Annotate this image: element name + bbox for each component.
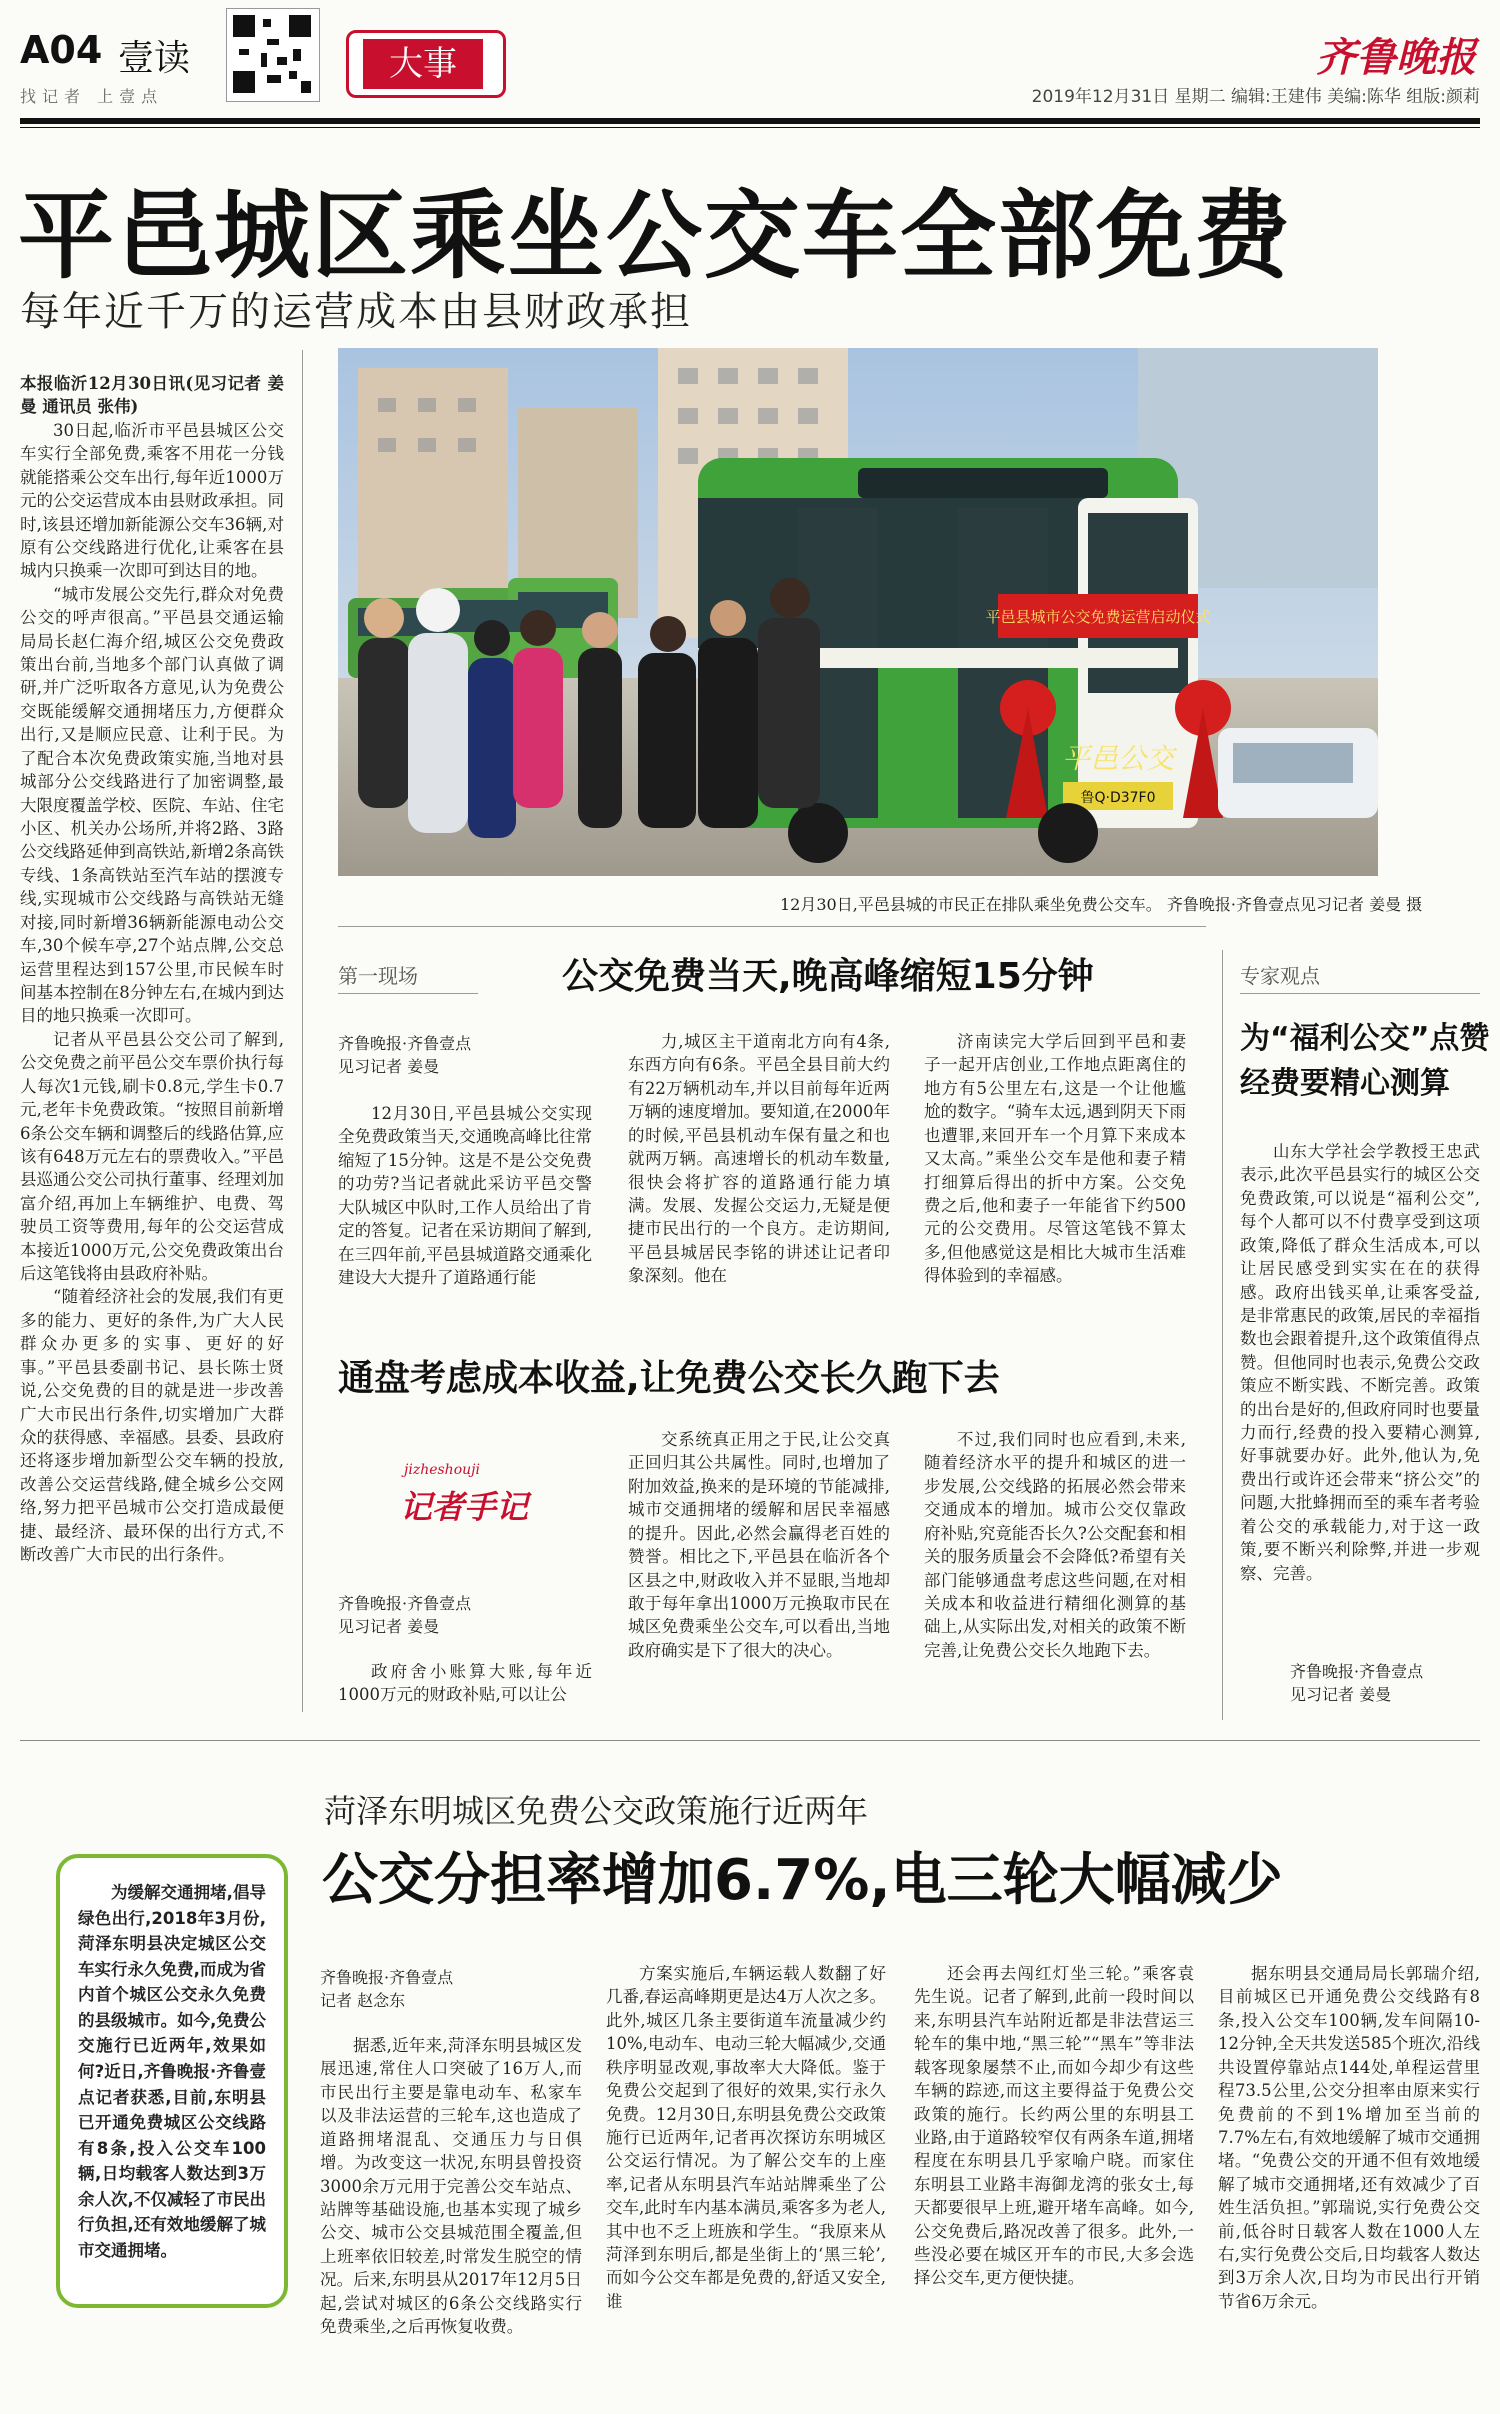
lead-paragraph: “城市发展公交先行,群众对免费公交的呼声很高。”平邑县交通运输局局长赵仁海介绍,城区公交免费政策出台前,当地多个部门认真做了调研,并广泛听取各方意见,认为免费公交既能缓解交通拥堵压力,方便群众出行,又是顺应民意、让利于民。为了配合本次免费政策实施,当地对县城部分公交线路进行了加密调整,最大限度覆盖学校、医院、车站、住宅小区、机关办公场所,并将2路、3路公交线路延伸到高铁站,新增2条高铁专线、1条高铁站至汽车站的摆渡专线,实现城市公交线路与高铁站无缝对接,同时新增36辆新能源电动公交车,30个候车亭,27个站点牌,公交总运营里程达到157公里,市民候车时间基本控制在8分钟左右,在城内到达目的地只换乘一次即可。 <box>20 584 284 1026</box>
bus-logo-text: 平邑公交 <box>1061 742 1175 775</box>
notebook-title: 通盘考虑成本收益,让免费公交长久跑下去 <box>338 1358 1000 1399</box>
article-text: 12月30日,平邑县城公交实现全免费政策当天,交通晚高峰比往常缩短了15分钟。这是不是公交免费的功劳?当记者就此采访平邑交警大队城区中队时,工作人员给出了肯定的答复。记者在采访期间了解到,在三四年前,平邑县城道路交通乘化建设大大提升了道路通行能 <box>338 1104 592 1287</box>
opinion-text: 山东大学社会学教授王忠武表示,此次平邑县实行的城区公交免费政策,可以说是“福利公交”,每个人都可以不付费享受到这项政策,降低了群众生活成本,可以让居民感受到实实在在的获得感。政府出钱买单,让乘客受益,是非常惠民的政策,居民的幸福指数也会跟着提升,这个政策值得点赞。但他同时也表示,免费公交政策应不断实践、不断完善。政策的出台是好的,但政府同时也要量力而行,经费的投入要精心测算,好事就要办好。此外,他认为,免费出行或许还会带来“挤公交”的问题,大批蜂拥而至的乘车者考验着公交的承载能力,对于这一政策,要不断兴利除弊,并进一步观察、完善。 <box>1240 1142 1480 1583</box>
article-text: 还会再去闯红灯坐三轮。”乘客袁先生说。记者了解到,此前一段时间以来,东明县汽车站附近都是非法营运三轮车的集中地,“黑三轮”“黑车”等非法载客现象屡禁不止,而如今却少有这些车辆的踪迹,而这主要得益于免费公交政策的施行。长约两公里的东明县工业路,由于道路较窄仅有两条车道,拥堵程度在东明县几乎家喻户晓。而家住东明县工业路丰海御龙湾的张女士,每天都要很早上班,避开堵车高峰。如今,公交免费后,路况改善了很多。此外,一些没必要在城区开车的市民,大多会选择公交车,更方便快捷。 <box>914 1964 1194 2288</box>
section-title: 公交免费当天,晚高峰缩短15分钟 <box>562 956 1094 997</box>
byline-name: 见习记者 姜曼 <box>1290 1685 1392 1705</box>
section-kicker: 第一现场 <box>338 960 478 994</box>
article-column <box>628 1030 890 1314</box>
bottom-kicker: 菏泽东明城区免费公交政策施行近两年 <box>324 1792 869 1830</box>
article-text: 据悉,近年来,菏泽东明县城区发展迅速,常住人口突破了16万人,而市民出行主要是靠电动车、私家车以及非法运营的三轮车,这也造成了道路拥堵混乱、交通压力与日俱增。为改变这一状况,东明县曾投资3000余万元用于完善公交车站点、站牌等基础设施,也基本实现了城乡公交、城市公交县城范围全覆盖,但上班率依旧较差,时常发生脱空的情况。后来,东明县从2017年12月5日起,尝试对城区的6条公交线路实行免费乘坐,之后再恢复收费。 <box>320 2036 582 2337</box>
article-text: 力,城区主干道南北方向有4条,东西方向有6条。平邑全县目前大约有22万辆机动车,并以目前每年近两万辆的速度增加。要知道,在2000年的时候,平邑县机动车保有量之和也就两万辆。高速增长的机动车数量,很快会将扩容的道路通行能力填满。发展、发握公交运力,无疑是便捷市民出行的一个良方。走访期间,平邑县城居民李铭的讲述让记者印象深刻。他在 <box>628 1032 890 1286</box>
article-column <box>628 1428 890 1712</box>
byline-org: 齐鲁晚报·齐鲁壹点 <box>338 1034 472 1053</box>
summary-box <box>56 1854 288 2308</box>
notebook-byline <box>338 1592 588 1638</box>
column-tag-label: 大事 <box>363 39 483 89</box>
header-rule-thin <box>20 127 1480 128</box>
article-text: 方案实施后,车辆运载人数翻了好几番,春运高峰期更是达4万人次之多。此外,城区几条主要街道车流量减少约10%,电动车、电动三轮大幅减少,交通秩序明显改观,事故率大大降低。鉴于免费公交起到了很好的效果,实行永久免费。12月30日,东明县免费公交政策施行已近两年,记者再次探访东明城区公交运行情况。为了解公交车的上座率,记者从东明县汽车站站牌乘坐了公交车,此时车内基本满员,乘客多为老人,其中也不乏上班族和学生。“我原来从菏泽到东明后,都是坐街上的‘黑三轮’,而如今公交车都是免费的,舒适又安全,谁 <box>606 1964 886 2311</box>
bus-banner-text: 平邑县城市公交免费运营启动仪式 <box>985 608 1211 626</box>
byline-org: 齐鲁晚报·齐鲁壹点 <box>338 1594 472 1613</box>
article-text: 交系统真正用之于民,让公交真正回归其公共属性。同时,也增加了附加效益,换来的是环境的节能减排,城市交通拥堵的缓解和居民幸福感的提升。因此,必然会赢得老百姓的赞誉。相比之下,平邑县在临沂各个区县之中,财政收入并不显眼,当地却敢于每年拿出1000万元换取市民在城区免费乘坐公交车,可以看出,当地政府确实是下了很大的决心。 <box>628 1430 890 1660</box>
bus-scene-illustration <box>338 348 1378 876</box>
bottom-headline: 公交分担率增加6.7%,电三轮大幅减少 <box>322 1848 1283 1913</box>
news-photo[interactable] <box>338 348 1378 876</box>
opinion-byline <box>1290 1660 1480 1706</box>
masthead-logo: 齐鲁晚报 <box>1316 34 1476 81</box>
section-byline <box>338 1032 588 1078</box>
license-plate-text: 鲁Q·D37F0 <box>1080 790 1156 806</box>
logo-latin: jizheshouji <box>404 1462 480 1478</box>
byline-name: 记者 赵念东 <box>320 1991 406 2011</box>
opinion-kicker: 专家观点 <box>1240 960 1480 994</box>
main-subheadline: 每年近千万的运营成本由县财政承担 <box>20 289 692 335</box>
logo-text: 记者手记 <box>400 1488 529 1526</box>
article-column <box>924 1030 1186 1314</box>
lead-byline: 本报临沂12月30日讯(见习记者 姜曼 通讯员 张伟) <box>20 374 284 417</box>
lead-article <box>20 372 284 1712</box>
byline-org: 齐鲁晚报·齐鲁壹点 <box>1290 1662 1424 1681</box>
main-headline: 平邑城区乘坐公交车全部免费 <box>18 180 1292 292</box>
article-text: 据东明县交通局局长郭瑞介绍,目前城区已开通免费公交线路有8条,投入公交车100辆,发车间隔10-12分钟,全天共发送585个班次,沿线共设置停靠站点144处,单程运营里程73.5公里,公交分担率由原来实行免费前的不到1%增加至当前的7.7%左右,有效地缓解了城市交通拥堵。“免费公交的开通不但有效地缓解了城市交通拥堵,还有效减少了百姓生活负担。”郭瑞说,实行免费公交前,低谷时日载客人数在1000人左右,实行免费公交后,日均载客人数达到3万余人次,日均为市民出行开销节省6万余元。 <box>1218 1964 1480 2311</box>
qr-code-icon[interactable] <box>226 8 320 102</box>
article-column <box>914 1962 1194 2394</box>
opinion-title-line: 为“福利公交”点赞 <box>1240 1021 1490 1056</box>
column-divider <box>1222 950 1223 1720</box>
article-text: 济南读完大学后回到平邑和妻子一起开店创业,工作地点距离住的地方有5公里左右,这是一个让他尴尬的数字。“骑车太远,遇到阴天下雨也遭罪,来回开车一个月算下来成本又太高。”乘坐公交车是他和妻子精打细算后得出的折中方案。公交免费之后,他和妻子一年能省下约500元的公交费用。尽管这笔钱不算太多,但他感觉这是相比大城市生活难得体验到的幸福感。 <box>924 1032 1186 1286</box>
article-column <box>320 2034 582 2394</box>
reporter-notebook-logo <box>396 1460 546 1530</box>
article-column <box>1218 1962 1480 2394</box>
story-separator <box>20 1740 1480 1741</box>
section-label: 壹读 <box>118 38 191 79</box>
bottom-byline <box>320 1966 570 2012</box>
page-number: A04 <box>20 28 103 72</box>
photo-caption: 12月30日,平邑县城的市民正在排队乘坐免费公交车。 齐鲁晚报·齐鲁壹点见习记者 姜曼 摄 <box>780 895 1423 914</box>
article-column <box>606 1962 886 2394</box>
lead-paragraph: “随着经济社会的发展,我们有更多的能力、更好的条件,为广大人民群众办更多的实事、更好的好事。”平邑县委副书记、县长陈士贤说,公交免费的目的就是进一步改善广大市民出行条件,切实增加广大群众的获得感、幸福感。县委、县政府还将逐步增加新型公交车辆的投放,改善公交运营线路,健全城乡公交网络,努力把平邑城市公交打造成最便捷、最经济、最环保的出行方式,不断改善广大市民的出行条件。 <box>20 1287 284 1565</box>
section-rule <box>338 926 1206 927</box>
article-text: 政府舍小账算大账,每年近1000万元的财政补贴,可以让公 <box>338 1662 592 1705</box>
issue-info: 2019年12月31日 星期二 编辑:王建伟 美编:陈华 组版:颜莉 <box>1031 87 1480 107</box>
column-tag <box>346 30 506 98</box>
article-column <box>338 1660 592 1712</box>
article-text: 不过,我们同时也应看到,未来,随着经济水平的提升和城区的进一步发展,公交线路的拓展必然会带来交通成本的增加。城市公交仅靠政府补贴,究竟能否长久?公交配套和相关的服务质量会不会降低?希望有关部门能够通盘考虑这些问题,在对相关成本和收益进行精细化测算的基础上,从实际出发,对相关的政策不断完善,让免费公交长久地跑下去。 <box>924 1430 1186 1660</box>
byline-name: 见习记者 姜曼 <box>338 1057 440 1077</box>
column-divider <box>302 350 303 1712</box>
opinion-article <box>1240 1140 1480 1670</box>
lead-paragraph: 30日起,临沂市平邑县城区公交车实行全部免费,乘客不用花一分钱就能搭乘公交车出行,每年近1000万元的公交运营成本由县财政承担。同时,该县还增加新能源公交车36辆,对原有公交线路进行优化,让乘客在县城内只换乘一次即可到达目的地。 <box>20 420 284 581</box>
opinion-title <box>1240 1016 1489 1106</box>
byline-name: 见习记者 姜曼 <box>338 1617 440 1637</box>
summary-text: 为缓解交通拥堵,倡导绿色出行,2018年3月份,菏泽东明县决定城区公交车实行永久免费,而成为省内首个城区公交永久免费的县级城市。如今,免费公交施行已近两年,效果如何?近日,齐鲁晚报·齐鲁壹点记者获悉,目前,东明县已开通免费城区公交线路有8条,投入公交车100辆,日均载客人数达到3万余人次,不仅减轻了市民出行负担,还有效地缓解了城市交通拥堵。 <box>78 1883 266 2260</box>
lead-paragraph: 记者从平邑县公交公司了解到,公交免费之前平邑公交车票价执行每人每次1元钱,刷卡0.8元,学生卡0.7元,老年卡免费政策。“按照目前新增6条公交车辆和调整后的线路估算,应该有648万元左右的票费收入。”平邑县巡通公交公司执行董事、经理刘加富介绍,再加上车辆维护、电费、驾驶员工资等费用,每年的公交运营成本接近1000万元,公交免费政策出台后这笔钱将由县政府补贴。 <box>20 1029 284 1284</box>
article-column <box>338 1102 592 1314</box>
opinion-title-line: 经费要精心测算 <box>1240 1066 1450 1101</box>
article-column <box>924 1428 1186 1712</box>
tagline: 找记者 上壹点 <box>20 87 164 106</box>
header-rule <box>20 118 1480 124</box>
byline-org: 齐鲁晚报·齐鲁壹点 <box>320 1968 454 1987</box>
